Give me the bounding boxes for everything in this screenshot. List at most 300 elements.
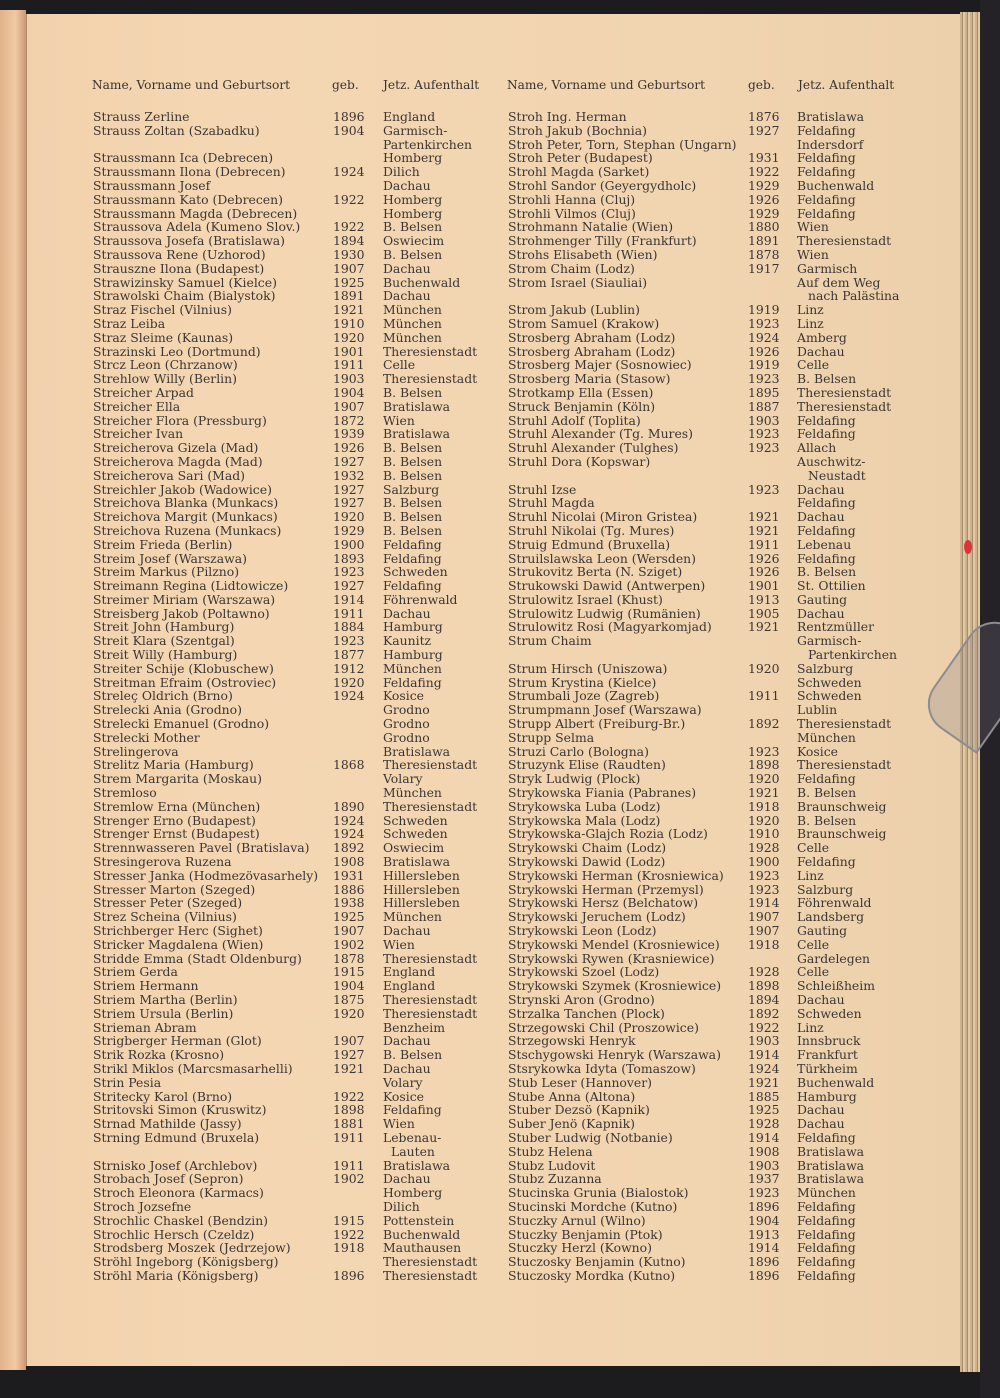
entry-location: Theresienstadt	[383, 757, 478, 773]
entry-name: Streicher Arpad	[93, 384, 194, 400]
entry-birth-year: 1925	[333, 274, 365, 290]
entry-location: Schweden	[797, 688, 862, 704]
entry-location: B. Belsen	[383, 246, 443, 262]
entry-location: München	[383, 315, 442, 331]
entry-name: Straz Leiba	[93, 315, 166, 331]
entry-location: München	[383, 785, 442, 801]
entry-location: B. Belsen	[383, 467, 443, 483]
entry-location: Linz	[797, 315, 824, 331]
entry-location: Kosice	[383, 1088, 424, 1104]
entry-location: Feldafing	[383, 1102, 442, 1118]
entry-location: Feldafing	[797, 150, 856, 166]
entry-birth-year: 1896	[333, 1267, 365, 1283]
entry-birth-year: 1923	[748, 440, 780, 456]
entry-birth-year: 1929	[748, 177, 780, 193]
entry-birth-year: 1921	[748, 619, 780, 635]
entry-location: Celle	[797, 357, 830, 373]
entry-name: Streimer Miriam (Warszawa)	[93, 591, 276, 607]
entry-location: Rentzmüller	[797, 619, 875, 635]
entry-location: Mauthausen	[383, 1240, 462, 1256]
entry-name: Streim Frieda (Berlin)	[93, 536, 233, 552]
entry-location: Feldafing	[797, 1226, 856, 1242]
entry-location: Theresienstadt	[797, 757, 892, 773]
entry-name: Striem Ursula (Berlin)	[93, 1005, 234, 1021]
right-header-location: Jetz. Aufenthalt	[798, 78, 895, 92]
entry-birth-year: 1903	[333, 371, 365, 387]
entry-birth-year: 1890	[333, 798, 365, 814]
entry-name: Straz Fischel (Vilnius)	[93, 302, 232, 318]
entry-name: Streichova Blanka (Munkacs)	[93, 495, 279, 511]
entry-name: Strosberg Abraham (Lodz)	[508, 343, 676, 359]
entry-birth-year: 1880	[748, 219, 780, 235]
entry-name: Struzi Carlo (Bologna)	[508, 743, 649, 759]
entry-birth-year: 1918	[748, 936, 780, 952]
entry-location: Feldafing	[797, 771, 856, 787]
entry-name: Strzegowski Henryk	[508, 1033, 636, 1049]
entry-name: Strotkamp Ella (Essen)	[508, 384, 654, 400]
entry-birth-year: 1911	[748, 536, 780, 552]
entry-name: Stridde Emma (Stadt Oldenburg)	[93, 950, 302, 966]
entry-birth-year: 1921	[333, 302, 365, 318]
entry-name: Strumpmann Josef (Warszawa)	[508, 702, 702, 718]
entry-location: Celle	[383, 357, 416, 373]
entry-name: Struzynk Elise (Raudten)	[508, 757, 666, 773]
entry-location: Theresienstadt	[383, 1254, 478, 1270]
entry-name: Strykowski Szymek (Krosniewice)	[508, 978, 722, 994]
entry-birth-year: 1914	[748, 1129, 780, 1145]
entry-location: Feldafing	[797, 1129, 856, 1145]
entry-name: Struhl Adolf (Toplita)	[508, 412, 641, 428]
entry-location: B. Belsen	[383, 509, 443, 525]
entry-location: Braunschweig	[797, 798, 887, 814]
entry-name: Strosberg Maria (Stasow)	[508, 371, 671, 387]
entry-location: Feldafing	[797, 412, 856, 428]
entry-location: Schleißheim	[797, 978, 875, 994]
entry-location: Dachau	[383, 1171, 431, 1187]
entry-birth-year: 1931	[748, 150, 780, 166]
entry-birth-year: 1898	[748, 757, 780, 773]
entry-name: Strem Margarita (Moskau)	[93, 771, 262, 787]
entry-birth-year: 1927	[333, 495, 365, 511]
entry-name: Struilslawska Leon (Wersden)	[508, 550, 696, 566]
right-header-born: geb.	[748, 78, 775, 92]
left-header-born: geb.	[332, 78, 359, 92]
entry-name: Strelitz Maria (Hamburg)	[93, 757, 254, 773]
entry-birth-year: 1926	[748, 191, 780, 207]
entry-name: Stroh Peter, Torn, Stephan (Ungarn)	[508, 136, 737, 152]
entry-name: Strzegowski Chil (Proszowice)	[508, 1019, 699, 1035]
entry-location: Amberg	[797, 329, 847, 345]
entry-name: Stucinska Grunia (Bialostok)	[508, 1185, 689, 1201]
entry-birth-year: 1907	[748, 923, 780, 939]
entry-name: Strazinski Leo (Dortmund)	[93, 343, 261, 359]
entry-birth-year: 1927	[333, 481, 365, 497]
entry-name: Strukovitz Berta (N. Sziget)	[508, 564, 683, 580]
entry-name: Straussmann Magda (Debrecen)	[93, 205, 298, 221]
entry-name: Strykowski Hersz (Belchatow)	[508, 895, 699, 911]
entry-birth-year: 1924	[333, 826, 365, 842]
entry-name: Stremloso	[93, 785, 157, 801]
entry-birth-year: 1922	[333, 191, 365, 207]
entry-location: B. Belsen	[383, 453, 443, 469]
entry-name: Strohmenger Tilly (Frankfurt)	[508, 233, 697, 249]
entry-name: Strykowski Leon (Lodz)	[508, 923, 657, 939]
entry-birth-year: 1938	[333, 895, 365, 911]
entry-name: Stroh Jakub (Bochnia)	[508, 122, 647, 138]
entry-name: Straussmann Ilona (Debrecen)	[93, 164, 286, 180]
entry-location: Dachau	[797, 509, 845, 525]
entry-birth-year: 1920	[333, 674, 365, 690]
entry-location: München	[797, 1185, 856, 1201]
entry-birth-year: 1876	[748, 109, 780, 124]
entry-name: Strohl Sandor (Geyergydholc)	[508, 177, 697, 193]
entry-birth-year: 1910	[333, 315, 365, 331]
entry-name: Strosberg Majer (Sosnowiec)	[508, 357, 692, 373]
entry-location: Gauting	[797, 591, 848, 607]
entry-location: Hillersleben	[383, 867, 460, 883]
entry-birth-year: 1896	[748, 1267, 780, 1283]
entry-location: Volary	[383, 1074, 423, 1090]
entry-birth-year: 1914	[748, 895, 780, 911]
entry-name: Strum Chaim	[508, 633, 592, 649]
entry-location: Feldafing	[797, 1254, 856, 1270]
entry-birth-year: 1898	[748, 978, 780, 994]
entry-birth-year: 1922	[748, 164, 780, 180]
entry-birth-year: 1895	[748, 384, 780, 400]
entry-name: Strom Israel (Siauliai)	[508, 274, 648, 290]
entry-name: Strauss Zerline	[93, 109, 190, 124]
entry-birth-year: 1904	[333, 978, 365, 994]
entry-name: Strawolski Chaim (Bialystok)	[93, 288, 276, 304]
entry-location: Hamburg	[383, 619, 443, 635]
entry-birth-year: 1914	[748, 1047, 780, 1063]
entry-birth-year: 1928	[748, 840, 780, 856]
entry-location: Feldafing	[797, 522, 856, 538]
entry-name: Strulowitz Ludwig (Rumänien)	[508, 605, 701, 621]
entry-location: Dachau	[797, 343, 845, 359]
entry-birth-year: 1892	[748, 716, 780, 732]
entry-birth-year: 1927	[333, 1047, 365, 1063]
entry-name: Strelecki Ania (Grodno)	[93, 702, 242, 718]
entry-birth-year: 1900	[748, 854, 780, 870]
entry-name: Streit John (Hamburg)	[93, 619, 235, 635]
entry-location: Grodno	[383, 729, 430, 745]
entry-location: Türkheim	[797, 1060, 858, 1076]
entry-name: Stricker Magdalena (Wien)	[93, 936, 264, 952]
entry-birth-year: 1921	[748, 509, 780, 525]
entry-location: Dilich	[383, 164, 420, 180]
entry-birth-year: 1929	[333, 522, 365, 538]
entry-location: Kosice	[797, 743, 838, 759]
entry-location: Feldafing	[797, 1267, 856, 1283]
entry-location: Pottenstein	[383, 1212, 455, 1228]
entry-name: Strykowski Dawid (Lodz)	[508, 854, 666, 870]
entry-location: Auf dem Weg	[797, 274, 881, 290]
entry-name: Streichova Ruzena (Munkacs)	[93, 522, 282, 538]
entry-location: Dachau	[383, 288, 431, 304]
entry-birth-year: 1905	[748, 605, 780, 621]
entry-location: Dachau	[797, 481, 845, 497]
entry-name: Struig Edmund (Bruxella)	[508, 536, 671, 552]
entry-location: Hamburg	[383, 647, 443, 663]
entry-location: Dachau	[797, 992, 845, 1007]
entry-location: Schweden	[797, 674, 862, 690]
right-header-name: Name, Vorname und Geburtsort	[507, 78, 706, 92]
entry-name: Strohli Hanna (Cluj)	[508, 191, 636, 207]
entry-location: Dachau	[383, 260, 431, 276]
entry-location: München	[383, 660, 442, 676]
entry-location: Wien	[797, 219, 829, 235]
entry-name: Strupp Selma	[508, 729, 595, 745]
entry-birth-year: 1894	[333, 233, 365, 249]
entry-location: Dachau	[383, 1033, 431, 1049]
entry-name: Straussmann Josef	[93, 177, 211, 193]
entry-name: Strykowski Chaim (Lodz)	[508, 840, 667, 856]
entry-location: Schweden	[383, 826, 448, 842]
entry-name: Strnad Mathilde (Jassy)	[93, 1116, 242, 1132]
entry-location: Salzburg	[383, 481, 440, 497]
entry-name: Streicherova Gizela (Mad)	[93, 440, 259, 456]
entry-location: Bratislawa	[797, 1171, 865, 1187]
entry-location: Lebenau	[797, 536, 852, 552]
entry-location: München	[383, 329, 442, 345]
entry-name: Stuber Ludwig (Notbanie)	[508, 1129, 673, 1145]
entry-birth-year: 1872	[333, 412, 365, 428]
entry-name: Stuczosky Mordka (Kutno)	[508, 1267, 676, 1283]
entry-birth-year: 1915	[333, 1212, 365, 1228]
entry-name: Striem Gerda	[93, 964, 178, 980]
entry-location: München	[383, 909, 442, 925]
entry-name: Strieman Abram	[93, 1019, 197, 1035]
entry-location: Feldafing	[383, 578, 442, 594]
entry-name: Struhl Nikolai (Tg. Mures)	[508, 522, 675, 538]
entry-name: Strauszne Ilona (Budapest)	[93, 260, 265, 276]
entry-name: Streicherova Magda (Mad)	[93, 453, 263, 469]
entry-birth-year: 1921	[748, 1074, 780, 1090]
entry-birth-year: 1923	[333, 633, 365, 649]
entry-name: Stroh Peter (Budapest)	[508, 150, 653, 166]
entry-name: Strohli Vilmos (Cluj)	[508, 205, 636, 221]
entry-birth-year: 1900	[333, 536, 365, 552]
entry-name: Stubz Ludovit	[508, 1157, 596, 1173]
entry-birth-year: 1919	[748, 357, 780, 373]
entry-location: Grodno	[383, 702, 430, 718]
entry-location: Allach	[797, 440, 837, 456]
entry-birth-year: 1903	[748, 412, 780, 428]
entry-name: Struhl Nicolai (Miron Gristea)	[508, 509, 698, 525]
entry-name: Stresser Marton (Szeged)	[93, 881, 256, 897]
entry-birth-year: 1927	[333, 578, 365, 594]
entry-location: Braunschweig	[797, 826, 887, 842]
entry-location: B. Belsen	[383, 384, 443, 400]
entry-birth-year: 1911	[333, 1129, 365, 1145]
entry-birth-year: 1894	[748, 992, 780, 1007]
entry-birth-year: 1926	[748, 343, 780, 359]
entry-name: Strohmann Natalie (Wien)	[508, 219, 674, 235]
entry-birth-year: 1924	[748, 1060, 780, 1076]
left-header-name: Name, Vorname und Geburtsort	[92, 78, 291, 92]
entry-birth-year: 1924	[333, 812, 365, 828]
entry-location: Oswiecim	[383, 233, 445, 249]
entry-location-continued: Partenkirchen	[808, 647, 898, 663]
entry-location: Gardelegen	[797, 950, 871, 966]
entry-location: Gauting	[797, 923, 848, 939]
entry-location: B. Belsen	[383, 495, 443, 511]
entry-birth-year: 1878	[748, 246, 780, 262]
entry-birth-year: 1907	[333, 260, 365, 276]
entry-birth-year: 1907	[333, 1033, 365, 1049]
entry-birth-year: 1902	[333, 936, 365, 952]
entry-birth-year: 1884	[333, 619, 365, 635]
entry-location: B. Belsen	[797, 371, 857, 387]
entry-name: Streicher Flora (Pressburg)	[93, 412, 267, 428]
entry-birth-year: 1891	[333, 288, 365, 304]
entry-name: Strulowitz Rosi (Magyarkomjad)	[508, 619, 712, 635]
entry-name: Strykowski Herman (Przemysl)	[508, 881, 704, 897]
entry-name: Struck Benjamin (Köln)	[508, 398, 656, 414]
entry-birth-year: 1939	[333, 426, 365, 442]
entry-location: Dachau	[383, 923, 431, 939]
entry-location: Kosice	[383, 688, 424, 704]
entry-location: Feldafing	[797, 854, 856, 870]
entry-name: Strohs Elisabeth (Wien)	[508, 246, 658, 262]
entry-location: B. Belsen	[797, 812, 857, 828]
entry-location: Homberg	[383, 1185, 443, 1201]
entry-name: Stuczky Arnul (Wilno)	[508, 1212, 646, 1228]
entry-name: Strykowska Mala (Lodz)	[508, 812, 661, 828]
entry-birth-year: 1891	[748, 233, 780, 249]
left-header-location: Jetz. Aufenthalt	[383, 78, 480, 92]
red-ink-mark	[964, 540, 972, 554]
entry-name: Straz Sleime (Kaunas)	[93, 329, 234, 345]
entry-location: Auschwitz-	[797, 453, 866, 469]
entry-location: Dachau	[383, 177, 431, 193]
entry-location: Dachau	[797, 605, 845, 621]
entry-location: Salzburg	[797, 660, 854, 676]
entry-name: Strodsberg Moszek (Jedrzejow)	[93, 1240, 291, 1256]
entry-location: Linz	[797, 302, 824, 318]
entry-location: Theresienstadt	[797, 716, 892, 732]
entry-birth-year: 1911	[333, 605, 365, 621]
entry-name: Streicherova Sari (Mad)	[93, 467, 246, 483]
entry-name: Straussova Josefa (Bratislawa)	[93, 233, 286, 249]
entry-location: Wien	[383, 412, 415, 428]
entry-name: Ströhl Ingeborg (Königsberg)	[93, 1254, 279, 1270]
entry-birth-year: 1911	[333, 1157, 365, 1173]
entry-location: Feldafing	[383, 674, 442, 690]
entry-birth-year: 1886	[333, 881, 365, 897]
entry-birth-year: 1920	[333, 1005, 365, 1021]
entry-location: München	[383, 302, 442, 318]
entry-birth-year: 1925	[333, 909, 365, 925]
entry-birth-year: 1926	[333, 440, 365, 456]
entry-name: Strawizinsky Samuel (Kielce)	[93, 274, 277, 290]
entry-name: Strzalka Tanchen (Plock)	[508, 1005, 665, 1021]
entry-name: Stritecky Karol (Brno)	[93, 1088, 233, 1104]
entry-location: Bratislawa	[383, 743, 451, 759]
entry-location: Lublin	[797, 702, 838, 718]
entry-birth-year: 1907	[333, 398, 365, 414]
entry-birth-year: 1913	[748, 1226, 780, 1242]
entry-birth-year: 1923	[748, 315, 780, 331]
entry-location: Theresienstadt	[797, 233, 892, 249]
entry-location: Theresienstadt	[383, 992, 478, 1007]
entry-birth-year: 1924	[333, 688, 365, 704]
entry-name: Stremlow Erna (München)	[93, 798, 261, 814]
entry-name: Straussova Adela (Kumeno Slov.)	[93, 219, 301, 235]
entry-location: Garmisch-	[797, 633, 862, 649]
entry-name: Suber Jenö (Kapnik)	[508, 1116, 635, 1132]
entry-name: Stubz Zuzanna	[508, 1171, 602, 1187]
entry-birth-year: 1932	[333, 467, 365, 483]
entry-location: England	[383, 964, 436, 980]
entry-location: Theresienstadt	[383, 798, 478, 814]
entry-name: Strauss Zoltan (Szabadku)	[93, 122, 260, 138]
entry-location: Schweden	[797, 1005, 862, 1021]
entry-name: Strohl Magda (Sarket)	[508, 164, 650, 180]
entry-birth-year: 1893	[333, 550, 365, 566]
entry-birth-year: 1902	[333, 1171, 365, 1187]
entry-birth-year: 1911	[333, 357, 365, 373]
entry-location: Hillersleben	[383, 881, 460, 897]
entry-name: Straussmann Kato (Debrecen)	[93, 191, 283, 207]
entry-location: Celle	[797, 936, 830, 952]
entry-name: Strom Jakub (Lublin)	[508, 302, 640, 318]
entry-location: Dachau	[383, 605, 431, 621]
entry-birth-year: 1903	[748, 1157, 780, 1173]
entry-location: Feldafing	[797, 1240, 856, 1256]
entry-location: Bratislawa	[383, 398, 451, 414]
entry-name: Strukowski Dawid (Antwerpen)	[508, 578, 706, 594]
entry-birth-year: 1868	[333, 757, 365, 773]
entry-location-continued: Neustadt	[808, 467, 866, 483]
entry-birth-year: 1926	[748, 564, 780, 580]
entry-birth-year: 1881	[333, 1116, 365, 1132]
entry-birth-year: 1922	[333, 219, 365, 235]
entry-birth-year: 1914	[748, 1240, 780, 1256]
entry-location: Celle	[797, 964, 830, 980]
entry-location: Bratislawa	[383, 854, 451, 870]
entry-name: Strosberg Abraham (Lodz)	[508, 329, 676, 345]
entry-birth-year: 1875	[333, 992, 365, 1007]
entry-birth-year: 1896	[333, 109, 365, 124]
entry-name: Ströhl Maria (Königsberg)	[93, 1267, 259, 1283]
entry-location: Feldafing	[797, 122, 856, 138]
entry-birth-year: 1901	[748, 578, 780, 594]
entry-name: Strum Krystina (Kielce)	[508, 674, 657, 690]
entry-name: Streim Markus (Pilzno)	[93, 564, 240, 580]
entry-name: Strik Rozka (Krosno)	[93, 1047, 225, 1063]
entry-location: B. Belsen	[383, 1047, 443, 1063]
entry-birth-year: 1924	[748, 329, 780, 345]
entry-name: Struhl Dora (Kopswar)	[508, 453, 651, 469]
entry-birth-year: 1908	[748, 1143, 780, 1159]
entry-location: Feldafing	[797, 191, 856, 207]
entry-name: Stuczosky Benjamin (Kutno)	[508, 1254, 686, 1270]
entry-birth-year: 1937	[748, 1171, 780, 1187]
entry-location: Homberg	[383, 150, 443, 166]
entry-name: Streiter Schije (Klobuschew)	[93, 660, 274, 676]
entry-location: Theresienstadt	[383, 1267, 478, 1283]
entry-birth-year: 1904	[333, 384, 365, 400]
entry-location: Feldafing	[383, 550, 442, 566]
entry-birth-year: 1921	[748, 785, 780, 801]
entry-birth-year: 1907	[333, 923, 365, 939]
entry-birth-year: 1923	[748, 371, 780, 387]
entry-name: Strom Chaim (Lodz)	[508, 260, 635, 276]
entry-name: Strykowski Rywen (Krasniewice)	[508, 950, 715, 966]
entry-name: Struhl Magda	[508, 495, 595, 511]
